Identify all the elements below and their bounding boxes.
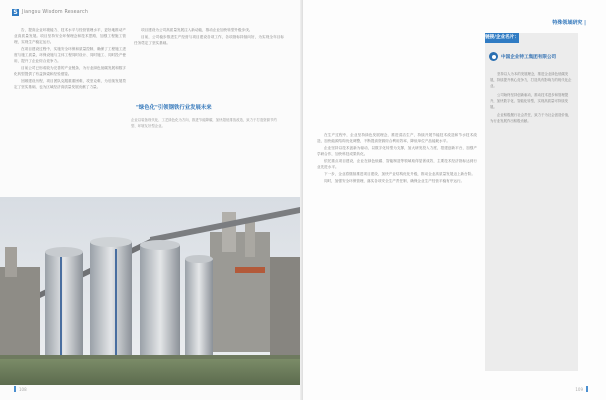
sidebar-body-text <box>490 71 573 127</box>
page-number: 109 <box>575 386 583 392</box>
page-number: 108 <box>19 386 27 392</box>
sidebar-company-header <box>489 52 556 61</box>
page-number-left <box>14 386 27 392</box>
brand-logo-icon: S <box>13 9 18 16</box>
right-page <box>303 0 606 400</box>
paragraph: 回顾建设历程，项目团队克服重重困难，攻坚克难，为后续发展奠定了坚实基础，也为区域经济高质量发展贡献了力量。 <box>14 79 126 89</box>
steel-plant-image <box>0 197 303 385</box>
sub-heading: "绿色化"引领钢铁行业发展未来 <box>136 105 212 111</box>
paragraph: 坚持以人为本的发展理念，推进企业绿色低碳发展，持续提升核心竞争力，打造具有影响力的现代化企业。 <box>490 72 572 89</box>
paragraph: 同时，加强安全环保管理，落实各项安全生产责任制，确保企业生产经营平稳有序运行。 <box>324 179 465 183</box>
company-name: 中国企业特工集团有限公司 <box>501 54 557 60</box>
paragraph: 依托重点项目建设，企业在绿色低碳、智能制造等领域取得显著成效，主要技术经济指标达到行业先进水平。 <box>317 159 477 169</box>
page-marker-icon <box>586 386 588 392</box>
paragraph: 企业坚持以技术创新为驱动，以数字化转型为支撑，加大研发投入力度，搭建创新平台，加强产学研合作，加快科技成果转化。 <box>317 146 477 156</box>
page-number-right <box>575 386 588 392</box>
paragraph: 目前公司已形成较为完善的产业链条，为行业绿色低碳发展和数字化转型提供了有益探索和经验借鉴。 <box>14 66 126 76</box>
steel-plant-photo <box>0 197 303 385</box>
sidebar-tab-label: 链接/企业名片： <box>485 33 519 43</box>
right-column-text <box>134 27 284 47</box>
paragraph: 在生产过程中，企业坚持绿色发展理念，推进清洁生产，持续开展节能技术改造和节水技术改造，加快能源结构优化调整，不断提高资源综合利用效率，降低单位产品能耗水平。 <box>317 133 477 143</box>
page-marker-icon <box>14 386 16 392</box>
left-column-text <box>14 27 126 91</box>
company-profile-sidebar <box>485 33 578 371</box>
paragraph: 目前，公司稳步推进生产经营与项目建设各项工作，各项指标持续向好，为实现全年目标任务奠定了坚实基础。 <box>134 35 284 45</box>
paragraph: 告，提高企业环境能力、技术水平与经营管理水平，更好地推动产业高质量发展。项目坚持安全环保理念和技术思路，加强工程施工管理，实现生产稳定运行。 <box>14 28 126 44</box>
company-logo-icon <box>489 52 498 61</box>
section-title: 特殊领域研究 | <box>552 20 586 26</box>
paragraph: 在项目建设过程中，实施安全环保和质量控制，确保了工程施工进度与施工质量，环保设施与主体工程同时设计、同时施工、同时投产使用，提升了企业综合竞争力。 <box>14 47 126 63</box>
paragraph: 公司始终坚持创新驱动，推动技术进步和管理提升，加快数字化、智能化转型，实现高质量可持续发展。 <box>490 92 569 110</box>
paragraph: 项目建设为公司高质量发展注入新动能，推动企业加快转型升级步伐。 <box>141 28 253 32</box>
paragraph: 企业积极履行社会责任，致力于为社会创造价值，为行业发展作出积极贡献。 <box>490 113 572 124</box>
right-page-body-text <box>317 132 477 185</box>
paragraph: 下一步，企业将继续推进项目建设，加快产业结构优化升级，推动企业高质量发展迈上新台阶。 <box>324 172 475 176</box>
brand-name: Jiangsu Wisdom Research <box>22 10 89 15</box>
publication-brand <box>12 9 88 16</box>
pull-quote: 企业以装备现代化、工艺绿色化为方向，推进节能降碳，加快超低排放改造，致力于打造资源节约型、环境友好型企业。 <box>131 118 277 128</box>
